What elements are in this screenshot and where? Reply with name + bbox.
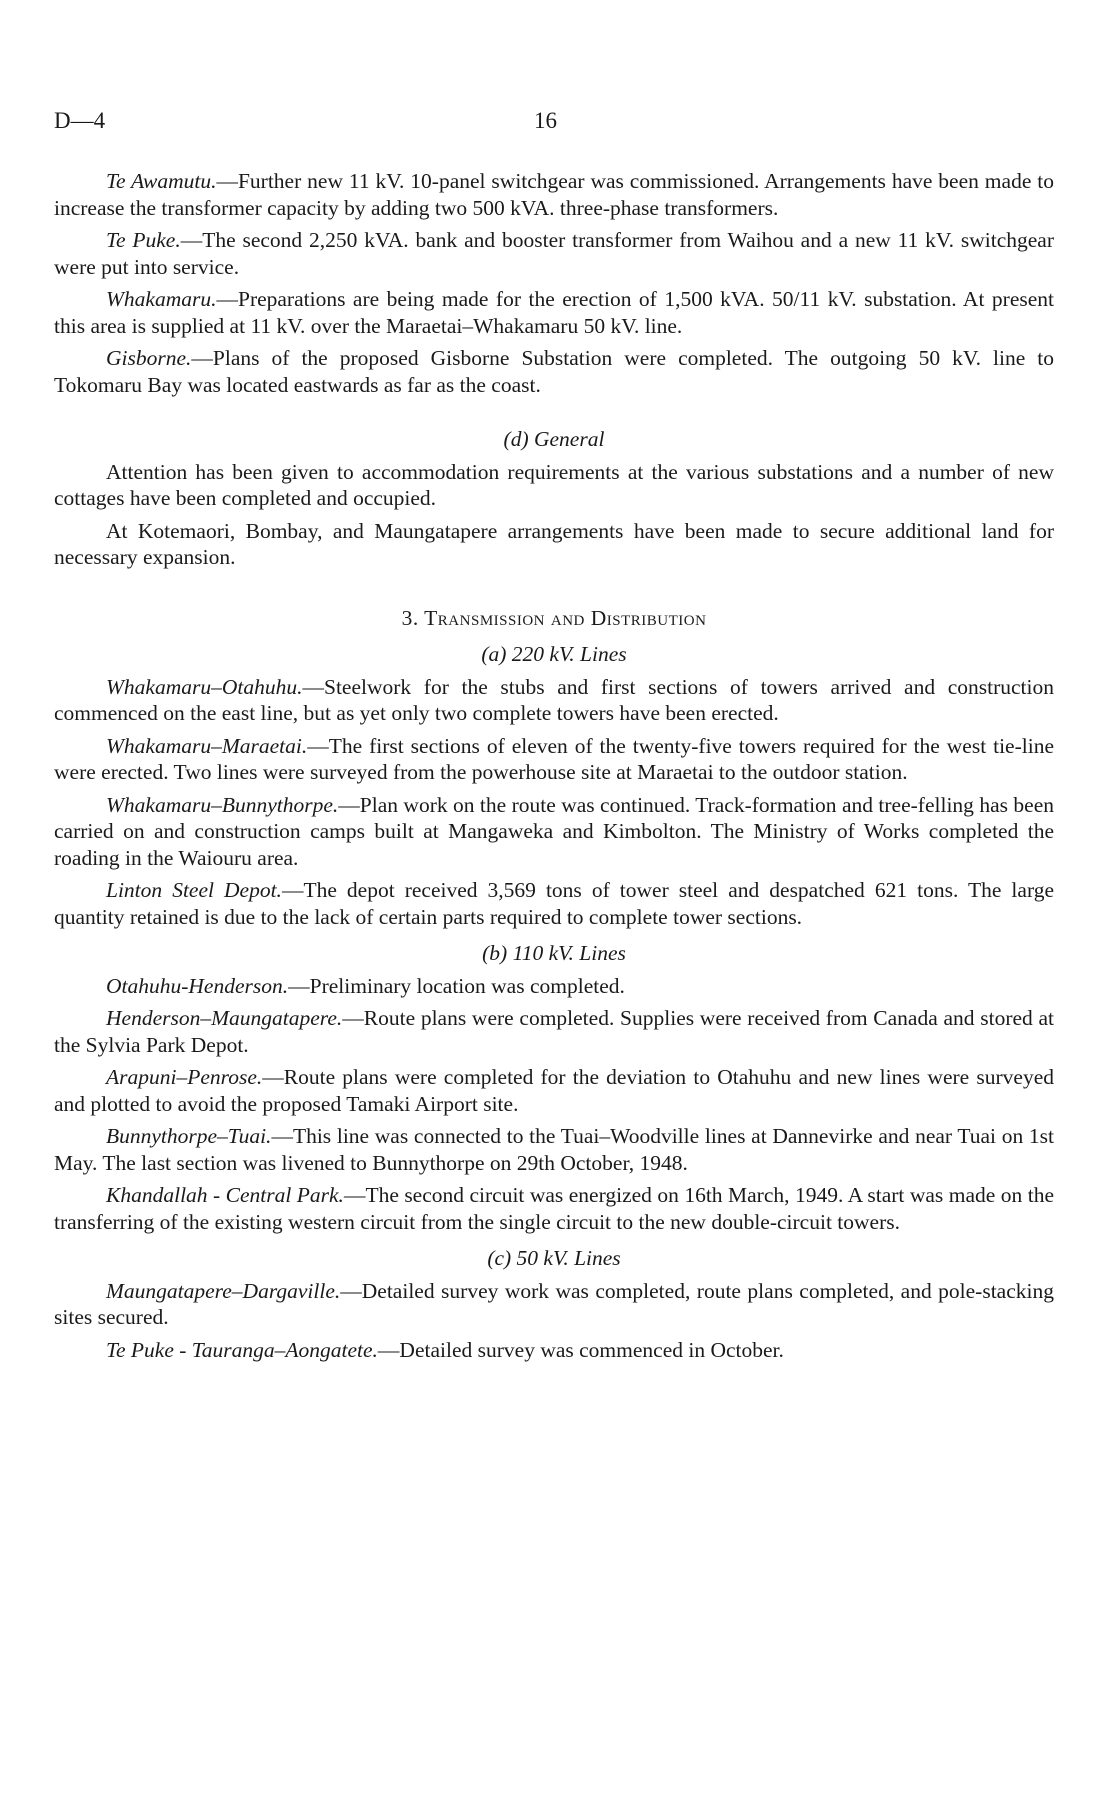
paragraph-text: —Preparations are being made for the erection of 1,500 kVA. 50/11 kV. substation. At present this area is supplied at 11 kV. over the Maraetai–Whakamaru 50 kV. line. [54,287,1054,338]
paragraph-text: —The first sections of eleven of the twenty-five towers required for the west tie-line were erected. Two lines were surveyed from the powerhouse site at Maraetai to the outdoor station. [54,733,1054,784]
paragraph-lead: Te Awamutu. [106,169,217,193]
paragraph-general-1: Attention has been given to accommodation requirements at the various substations and a number of new cottages have been completed and occupied. [54,459,1054,510]
subheading-110kv: (b) 110 kV. Lines [482,941,626,965]
paragraph-text: —Route plans were completed for the deviation to Otahuhu and new lines were surveyed and plotted to avoid the proposed Tamaki Airport site. [54,1065,1054,1116]
paragraph-lead: Otahuhu-Henderson. [106,973,289,998]
paragraph-text: —The depot received 3,569 tons of tower steel and despatched 621 tons. The large quantity retained is due to the lack of certain parts required to complete tower sections. [54,878,1055,929]
paragraph-text: —Plan work on the route was continued. Track-formation and tree-felling has been carried on and construction camps built at Mangaweka and Kimbolton. The Ministry of Works completed the roading in the Waiouru area. [54,792,1054,870]
paragraph-lead: Arapuni–Penrose. [106,1065,263,1089]
paragraph-lead: Whakamaru–Maraetai. [106,733,308,758]
document-reference: D—4 [54,108,106,133]
paragraph-lead: Te Puke - Tauranga–Aongatete. [106,1337,378,1362]
paragraph-text: —Route plans were completed. Supplies were received from Canada and stored at the Sylvia Park Depot. [54,1006,1054,1057]
paragraph-linton-steel-depot [54,877,1054,930]
paragraph-lead: Whakamaru. [106,287,217,311]
paragraph-text: —Detailed survey was commenced in October. [377,1337,784,1362]
paragraph-text: —Preliminary location was completed. [288,973,625,998]
paragraph-lead: Bunnythorpe–Tuai. [106,1124,272,1148]
paragraph-whakamaru-bunnythorpe [54,792,1054,872]
paragraph-arapuni-penrose [54,1064,1054,1117]
paragraph-te-puke-tauranga [54,1337,1054,1364]
paragraph-otahuhu-henderson [54,973,1054,1000]
paragraph-text: —Steelwork for the stubs and first sections of towers arrived and construction commenced on the east line, but as yet only two complete towers have been erected. [54,674,1054,725]
paragraph-henderson-maungatapere [54,1005,1054,1058]
paragraph-text: —Detailed survey work was completed, route plans completed, and pole-stacking sites secured. [54,1278,1054,1329]
section-heading-transmission: 3. Transmission and Distribution [401,605,707,630]
paragraph-text: —The second 2,250 kVA. bank and booster transformer from Waihou and a new 11 kV. switchgear were put into service. [54,228,1054,279]
paragraph-gisborne [54,345,1054,398]
subheading-220kv: (a) 220 kV. Lines [481,642,627,666]
paragraph-lead: Gisborne. [106,346,192,370]
paragraph-te-awamutu [54,168,1054,221]
paragraph-text: —Plans of the proposed Gisborne Substation were completed. The outgoing 50 kV. line to Tokomaru Bay was located eastwards as far as the coast. [54,346,1054,397]
paragraph-lead: Whakamaru–Otahuhu. [106,674,303,699]
page-number: 16 [534,108,557,133]
paragraph-te-puke [54,227,1054,280]
paragraph-text: —Further new 11 kV. 10-panel switchgear was commissioned. Arrangements have been made to increase the transformer capacity by adding two 500 kVA. three-phase transformers. [54,169,1054,220]
paragraph-whakamaru-maraetai [54,733,1054,786]
paragraph-general-2: At Kotemaori, Bombay, and Maungatapere arrangements have been made to secure additional land for necessary expansion. [54,518,1054,569]
paragraph-khandallah-central-park [54,1182,1054,1235]
paragraph-lead: Linton Steel Depot. [106,878,282,902]
paragraph-whakamaru-otahuhu [54,674,1054,727]
paragraph-text: —This line was connected to the Tuai–Woodville lines at Dannevirke and near Tuai on 1st May. The last section was livened to Bunnythorpe on 29th October, 1948. [54,1124,1054,1175]
paragraph-bunnythorpe-tuai [54,1123,1054,1176]
paragraph-text: —The second circuit was energized on 16th March, 1949. A start was made on the transferring of the existing western circuit from the single circuit to the new double-circuit towers. [54,1183,1054,1234]
paragraph-lead: Te Puke. [106,228,181,252]
subheading-general: (d) General [503,427,605,451]
paragraph-lead: Maungatapere–Dargaville. [106,1278,341,1303]
paragraph-lead: Khandallah - Central Park. [106,1183,344,1207]
paragraph-lead: Henderson–Maungatapere. [106,1006,343,1030]
subheading-50kv: (c) 50 kV. Lines [487,1246,621,1270]
page-header [54,108,1054,138]
paragraph-lead: Whakamaru–Bunnythorpe. [106,792,339,817]
page-body [54,168,1054,1369]
paragraph-maungatapere-dargaville [54,1278,1054,1331]
paragraph-whakamaru [54,286,1054,339]
